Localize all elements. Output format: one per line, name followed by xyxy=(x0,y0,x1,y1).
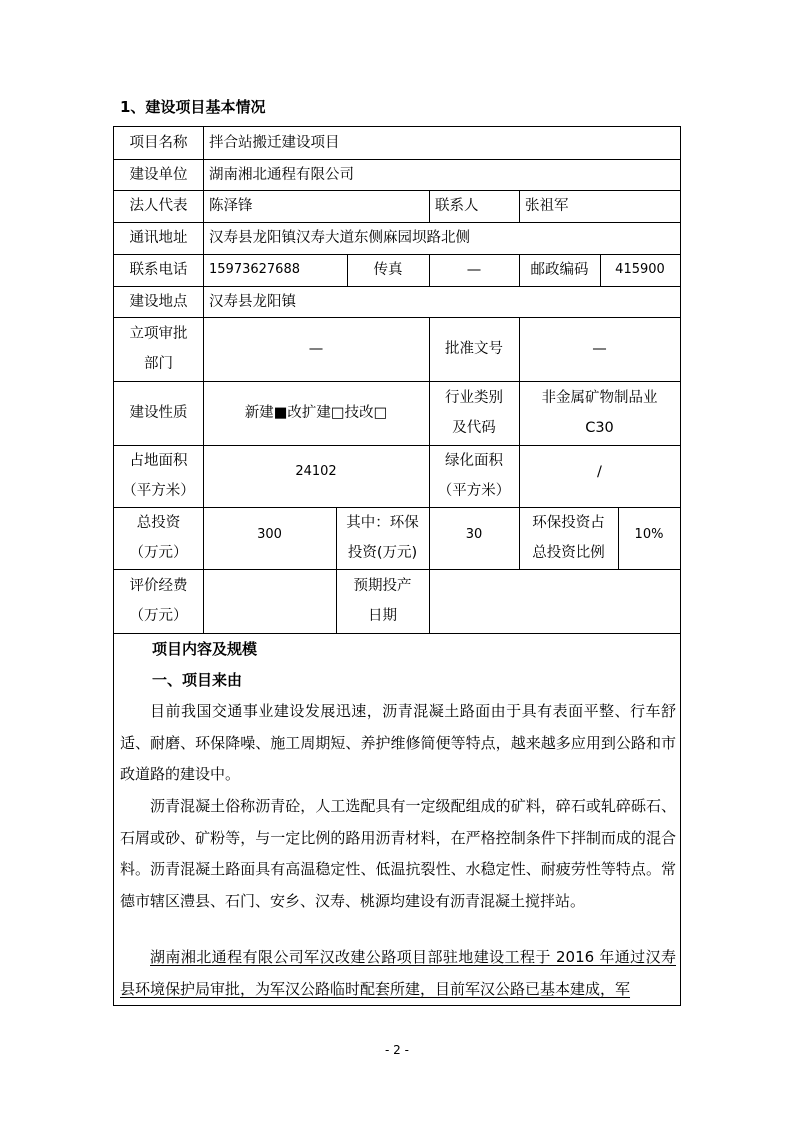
value-legal-rep: 陈泽锋 xyxy=(209,198,253,214)
label-env-ratio-line2: 总投资比例 xyxy=(532,545,605,561)
label-eval-fee-line1: 评价经费 xyxy=(129,578,188,594)
label-green-line2: （平方米） xyxy=(437,483,511,499)
value-industry-line1: 非金属矿物制品业 xyxy=(541,390,658,406)
value-area: 24102 xyxy=(295,464,337,479)
label-industry-line2: 及代码 xyxy=(452,420,496,436)
value-contact: 张祖军 xyxy=(525,198,569,214)
label-site: 建设地点 xyxy=(129,293,188,310)
label-contact: 联系人 xyxy=(435,198,479,214)
label-invest xyxy=(114,507,203,569)
label-postcode: 邮政编码 xyxy=(530,262,589,278)
label-approval-dept-line1: 立项审批 xyxy=(129,326,188,342)
content-subtitle: 一、项目来由 xyxy=(152,671,243,689)
value-approval-dept: — xyxy=(308,341,324,357)
value-postcode: 415900 xyxy=(615,262,665,277)
content-section-title: 项目内容及规模 xyxy=(152,640,258,658)
section-heading: 1、建设项目基本情况 xyxy=(120,98,266,116)
label-start xyxy=(336,569,429,633)
label-address: 通讯地址 xyxy=(129,230,188,246)
value-project-name: 拌合站搬迁建设项目 xyxy=(209,135,340,151)
label-approval-dept-line2: 部门 xyxy=(144,356,173,372)
value-fax: — xyxy=(466,262,482,278)
label-unit: 建设单位 xyxy=(129,166,188,183)
value-site: 汉寿县龙阳镇 xyxy=(209,293,296,310)
label-eval-fee-line2: （万元） xyxy=(129,608,188,624)
value-start xyxy=(429,569,680,633)
value-industry xyxy=(519,381,680,445)
value-unit: 湖南湘北通程有限公司 xyxy=(209,166,354,183)
label-industry-line1: 行业类别 xyxy=(445,390,503,406)
label-industry xyxy=(429,381,519,445)
project-info-table xyxy=(113,126,681,1006)
label-project-name: 项目名称 xyxy=(129,135,188,151)
label-invest-line2: （万元） xyxy=(129,545,188,561)
value-green: / xyxy=(597,464,602,480)
value-invest: 300 xyxy=(257,527,282,542)
value-env-ratio: 10% xyxy=(634,527,664,542)
label-legal-rep: 法人代表 xyxy=(129,198,188,214)
label-area-line1: 占地面积 xyxy=(129,453,188,469)
label-area-line2: （平方米） xyxy=(122,483,195,499)
label-approval-no: 批准文号 xyxy=(445,341,503,357)
label-phone: 联系电话 xyxy=(129,262,188,278)
label-green xyxy=(429,445,519,507)
row-divider xyxy=(114,633,680,634)
label-env-invest-line2: 投资(万元) xyxy=(347,545,418,561)
value-eval-fee xyxy=(203,569,336,633)
value-industry-line2: C30 xyxy=(585,420,614,436)
paragraph-2: 沥青混凝土俗称沥青砼，人工选配具有一定级配组成的矿料，碎石或轧碎砾石、石屑或砂、矿粉等，与一定比例的路用沥青材料，在严格控制条件下拌制而成的混合料。沥青混凝土路面具有高温稳定性、低温抗裂性、水稳定性、耐疲劳性等特点。常德市辖区澧县、石门、安乡、汉寿、桃源均建设有沥青混凝土搅拌站。 xyxy=(120,797,676,910)
label-start-line1: 预期投产 xyxy=(353,578,412,594)
label-area xyxy=(114,445,203,507)
label-green-line1: 绿化面积 xyxy=(445,453,503,469)
value-env-invest: 30 xyxy=(465,527,483,542)
label-approval-dept xyxy=(114,317,203,381)
label-start-line2: 日期 xyxy=(368,608,397,624)
label-env-ratio-line1: 环保投资占 xyxy=(532,515,605,531)
label-env-invest xyxy=(336,507,429,569)
value-nature: 新建■改扩建□技改□ xyxy=(244,405,388,421)
label-nature: 建设性质 xyxy=(129,405,188,421)
paragraph-3: 湖南湘北通程有限公司军汉改建公路项目部驻地建设工程于 2016 年通过汉寿县环境保护局审批，为军汉公路临时配套所建，目前军汉公路已基本建成，军 xyxy=(120,948,676,998)
label-env-ratio xyxy=(519,507,618,569)
label-eval-fee xyxy=(114,569,203,633)
label-fax: 传真 xyxy=(373,262,403,278)
value-phone: 15973627688 xyxy=(209,262,300,277)
value-approval-no: — xyxy=(592,341,607,357)
label-env-invest-line1: 其中：环保 xyxy=(346,515,419,531)
value-address: 汉寿县龙阳镇汉寿大道东侧麻园坝路北侧 xyxy=(209,230,470,246)
paragraph-1: 目前我国交通事业建设发展迅速，沥青混凝土路面由于具有表面平整、行车舒适、耐磨、环保降噪、施工周期短、养护维修简便等特点，越来越多应用到公路和市政道路的建设中。 xyxy=(120,702,676,783)
page-number: - 2 - xyxy=(385,1043,409,1057)
label-invest-line1: 总投资 xyxy=(136,515,181,531)
